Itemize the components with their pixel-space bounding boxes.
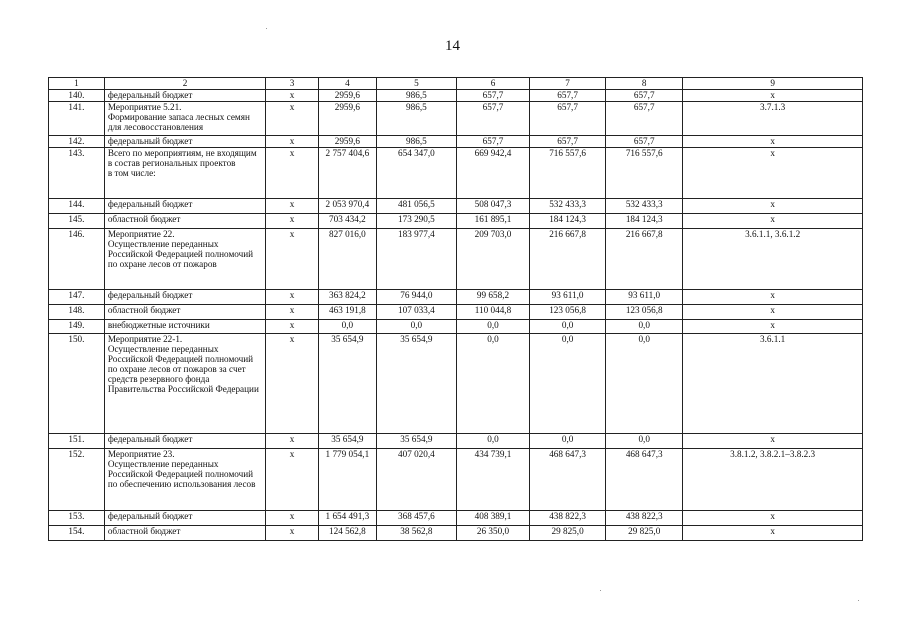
value-cell: 124 562,8 (318, 526, 376, 541)
row-number-cell: 142. (49, 136, 105, 148)
value-cell: х (683, 511, 863, 526)
value-cell: х (266, 148, 319, 199)
item-name-cell: федеральный бюджет (104, 199, 265, 214)
value-cell: 35 654,9 (318, 334, 376, 434)
value-cell: х (683, 136, 863, 148)
value-cell: 703 434,2 (318, 214, 376, 229)
row-number-cell: 143. (49, 148, 105, 199)
value-cell: х (683, 434, 863, 449)
value-cell: 26 350,0 (456, 526, 529, 541)
value-cell: 363 824,2 (318, 290, 376, 305)
value-cell: 654 347,0 (376, 148, 456, 199)
value-cell: х (683, 199, 863, 214)
value-cell: 93 611,0 (606, 290, 683, 305)
row-number-cell: 151. (49, 434, 105, 449)
value-cell: х (266, 102, 319, 136)
value-cell: х (683, 214, 863, 229)
value-cell: 29 825,0 (606, 526, 683, 541)
value-cell: 1 654 491,3 (318, 511, 376, 526)
item-name-cell: федеральный бюджет (104, 136, 265, 148)
value-cell: х (683, 526, 863, 541)
value-cell: 3.8.1.2, 3.8.2.1–3.8.2.3 (683, 449, 863, 511)
row-number-cell: 147. (49, 290, 105, 305)
value-cell: 35 654,9 (318, 434, 376, 449)
value-cell: 532 433,3 (606, 199, 683, 214)
item-name-cell: федеральный бюджет (104, 434, 265, 449)
value-cell: 657,7 (456, 102, 529, 136)
value-cell: 3.6.1.1 (683, 334, 863, 434)
value-cell: 3.7.1.3 (683, 102, 863, 136)
row-number-cell: 141. (49, 102, 105, 136)
header-cell: 1 (49, 78, 105, 90)
value-cell: 657,7 (606, 90, 683, 102)
value-cell: 463 191,8 (318, 305, 376, 320)
value-cell: х (266, 334, 319, 434)
value-cell: 716 557,6 (530, 148, 606, 199)
value-cell: 657,7 (530, 136, 606, 148)
value-cell: 669 942,4 (456, 148, 529, 199)
value-cell: х (266, 526, 319, 541)
value-cell: 76 944,0 (376, 290, 456, 305)
item-name-cell: Мероприятие 22-1. Осуществление переданных Российской Федерацией полномочий по охране лесов от пожаров за счет средств резервного фонда Правительства Российской Федерации (104, 334, 265, 434)
value-cell: 532 433,3 (530, 199, 606, 214)
value-cell: 407 020,4 (376, 449, 456, 511)
value-cell: 161 895,1 (456, 214, 529, 229)
header-cell: 3 (266, 78, 319, 90)
item-name-cell: Мероприятие 5.21. Формирование запаса лесных семян для лесовосстановления (104, 102, 265, 136)
item-name-cell: областной бюджет (104, 305, 265, 320)
value-cell: х (266, 434, 319, 449)
value-cell: х (266, 199, 319, 214)
value-cell: 3.6.1.1, 3.6.1.2 (683, 229, 863, 290)
value-cell: 1 779 054,1 (318, 449, 376, 511)
scan-speck (858, 600, 859, 601)
value-cell: 0,0 (530, 320, 606, 334)
value-cell: х (683, 148, 863, 199)
value-cell: х (683, 290, 863, 305)
table-row (49, 449, 863, 511)
table-row (49, 526, 863, 541)
value-cell: 0,0 (376, 320, 456, 334)
value-cell: 0,0 (530, 334, 606, 434)
value-cell: 657,7 (530, 102, 606, 136)
table-row (49, 229, 863, 290)
value-cell: 38 562,8 (376, 526, 456, 541)
value-cell: 368 457,6 (376, 511, 456, 526)
value-cell: 2959,6 (318, 136, 376, 148)
header-cell: 2 (104, 78, 265, 90)
table-row (49, 136, 863, 148)
scan-speck (600, 590, 601, 591)
table-row (49, 434, 863, 449)
header-cell: 7 (530, 78, 606, 90)
row-number-cell: 153. (49, 511, 105, 526)
page-number: 14 (445, 38, 460, 54)
value-cell: 0,0 (530, 434, 606, 449)
value-cell: 0,0 (606, 320, 683, 334)
value-cell: 184 124,3 (606, 214, 683, 229)
row-number-cell: 145. (49, 214, 105, 229)
item-name-cell: внебюджетные источники (104, 320, 265, 334)
table-row (49, 334, 863, 434)
table-row (49, 199, 863, 214)
value-cell: 508 047,3 (456, 199, 529, 214)
value-cell: 0,0 (456, 320, 529, 334)
value-cell: 986,5 (376, 90, 456, 102)
value-cell: х (266, 90, 319, 102)
row-number-cell: 150. (49, 334, 105, 434)
header-cell: 5 (376, 78, 456, 90)
value-cell: 123 056,8 (530, 305, 606, 320)
value-cell: 438 822,3 (606, 511, 683, 526)
value-cell: 657,7 (606, 136, 683, 148)
value-cell: 0,0 (456, 334, 529, 434)
value-cell: 468 647,3 (606, 449, 683, 511)
item-name-cell: Мероприятие 22. Осуществление переданных Российской Федерацией полномочий по охране лесов от пожаров (104, 229, 265, 290)
value-cell: х (266, 449, 319, 511)
value-cell: 183 977,4 (376, 229, 456, 290)
row-number-cell: 144. (49, 199, 105, 214)
table-row (49, 511, 863, 526)
budget-table (48, 77, 863, 541)
item-name-cell: областной бюджет (104, 214, 265, 229)
table-row (49, 305, 863, 320)
value-cell: х (266, 229, 319, 290)
value-cell: х (266, 305, 319, 320)
value-cell: х (266, 290, 319, 305)
table-row (49, 102, 863, 136)
header-cell: 8 (606, 78, 683, 90)
value-cell: 438 822,3 (530, 511, 606, 526)
value-cell: 0,0 (606, 434, 683, 449)
value-cell: 107 033,4 (376, 305, 456, 320)
value-cell: 0,0 (456, 434, 529, 449)
value-cell: 0,0 (606, 334, 683, 434)
value-cell: 209 703,0 (456, 229, 529, 290)
row-number-cell: 140. (49, 90, 105, 102)
item-name-cell: Мероприятие 23. Осуществление переданных Российской Федерацией полномочий по обеспечению использования лесов (104, 449, 265, 511)
value-cell: 2 757 404,6 (318, 148, 376, 199)
row-number-cell: 154. (49, 526, 105, 541)
row-number-cell: 152. (49, 449, 105, 511)
value-cell: 2959,6 (318, 90, 376, 102)
value-cell: 0,0 (318, 320, 376, 334)
value-cell: 657,7 (456, 136, 529, 148)
value-cell: 99 658,2 (456, 290, 529, 305)
value-cell: 986,5 (376, 102, 456, 136)
value-cell: 657,7 (456, 90, 529, 102)
table-row (49, 290, 863, 305)
value-cell: х (683, 90, 863, 102)
value-cell: 184 124,3 (530, 214, 606, 229)
value-cell: 35 654,9 (376, 334, 456, 434)
table-row (49, 214, 863, 229)
value-cell: х (683, 320, 863, 334)
value-cell: 35 654,9 (376, 434, 456, 449)
table-header-row (49, 78, 863, 90)
header-cell: 4 (318, 78, 376, 90)
item-name-cell: Всего по мероприятиям, не входящим в состав региональных проектов в том числе: (104, 148, 265, 199)
value-cell: 173 290,5 (376, 214, 456, 229)
value-cell: х (266, 320, 319, 334)
item-name-cell: федеральный бюджет (104, 90, 265, 102)
header-cell: 9 (683, 78, 863, 90)
item-name-cell: федеральный бюджет (104, 511, 265, 526)
item-name-cell: областной бюджет (104, 526, 265, 541)
value-cell: 986,5 (376, 136, 456, 148)
value-cell: 29 825,0 (530, 526, 606, 541)
value-cell: 110 044,8 (456, 305, 529, 320)
header-cell: 6 (456, 78, 529, 90)
value-cell: 657,7 (530, 90, 606, 102)
value-cell: х (683, 305, 863, 320)
value-cell: 434 739,1 (456, 449, 529, 511)
value-cell: х (266, 214, 319, 229)
value-cell: 468 647,3 (530, 449, 606, 511)
row-number-cell: 149. (49, 320, 105, 334)
value-cell: 827 016,0 (318, 229, 376, 290)
value-cell: 123 056,8 (606, 305, 683, 320)
item-name-cell: федеральный бюджет (104, 290, 265, 305)
value-cell: 2959,6 (318, 102, 376, 136)
value-cell: 408 389,1 (456, 511, 529, 526)
row-number-cell: 148. (49, 305, 105, 320)
value-cell: 657,7 (606, 102, 683, 136)
scan-speck (266, 28, 267, 29)
table-row (49, 148, 863, 199)
table-row (49, 320, 863, 334)
value-cell: 216 667,8 (606, 229, 683, 290)
value-cell: 481 056,5 (376, 199, 456, 214)
table-row (49, 90, 863, 102)
value-cell: 2 053 970,4 (318, 199, 376, 214)
value-cell: 716 557,6 (606, 148, 683, 199)
value-cell: х (266, 511, 319, 526)
value-cell: 93 611,0 (530, 290, 606, 305)
row-number-cell: 146. (49, 229, 105, 290)
value-cell: х (266, 136, 319, 148)
value-cell: 216 667,8 (530, 229, 606, 290)
